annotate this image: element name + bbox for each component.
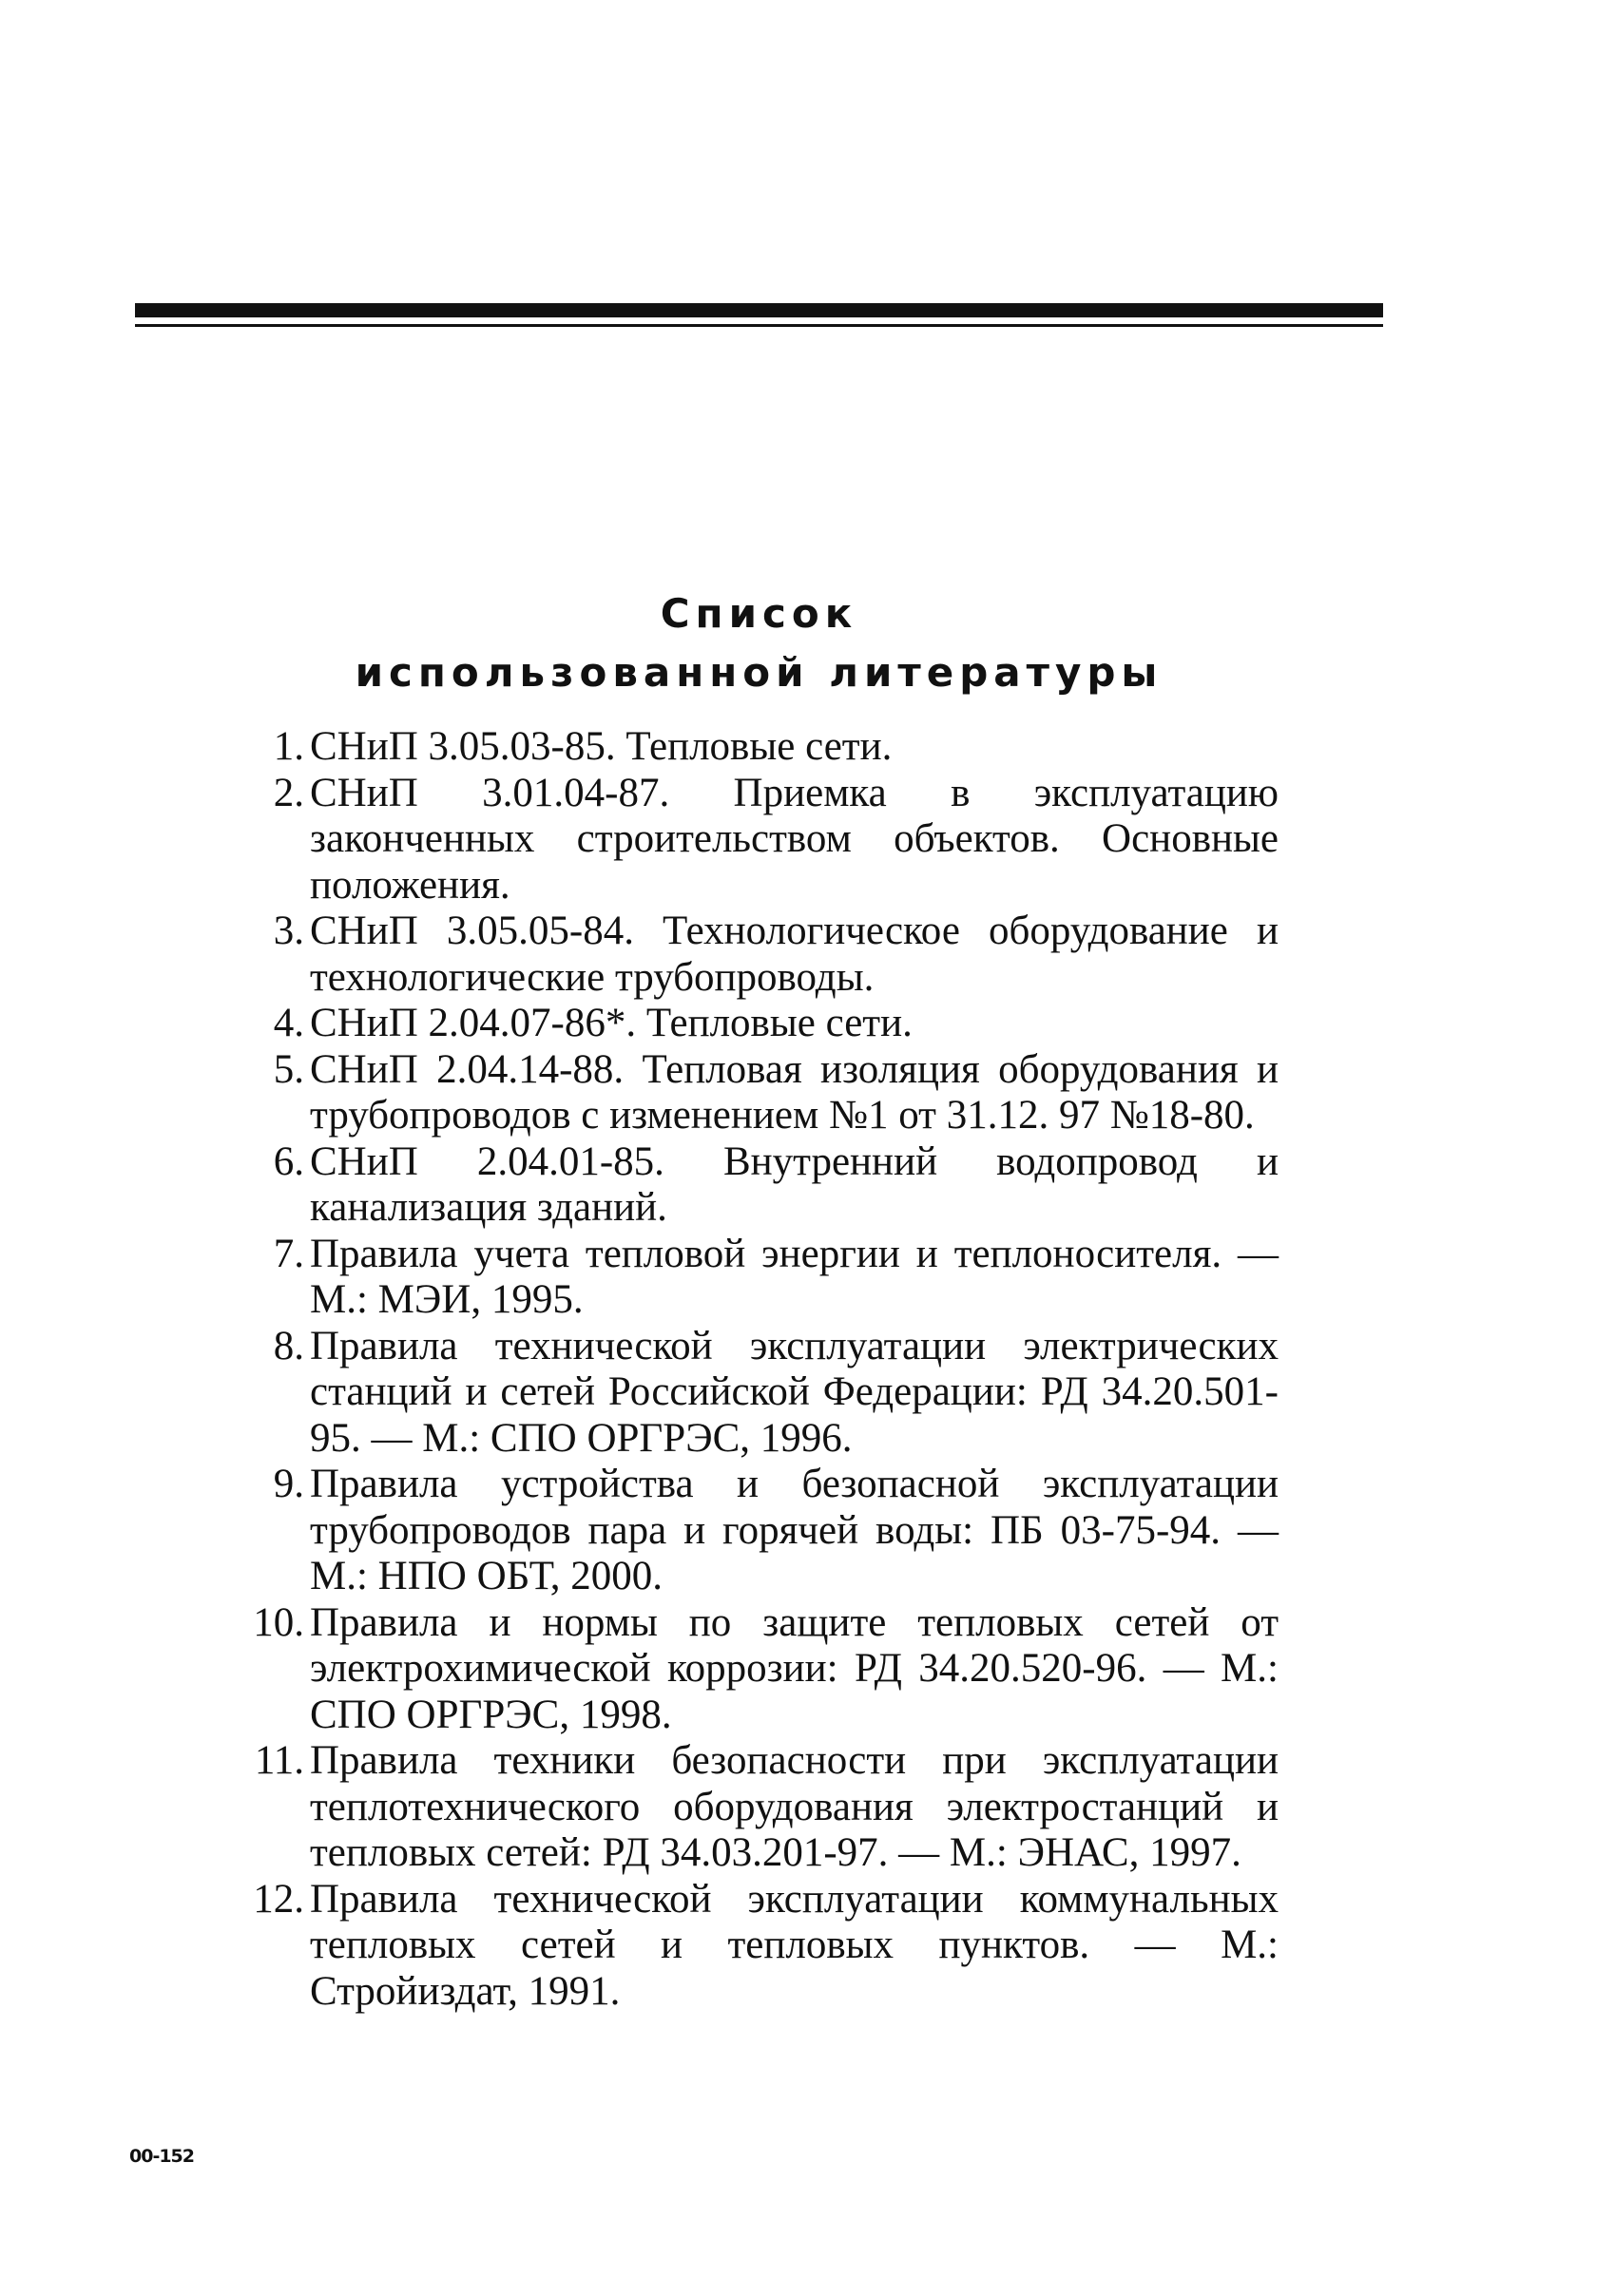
reference-text: СНиП 3.05.03-85. Тепловые сети. xyxy=(310,724,893,769)
reference-text: СНиП 2.04.01-85. Внутренний водопровод и канализация зданий. xyxy=(310,1138,1279,1230)
document-code: 00-152 xyxy=(129,2146,194,2167)
reference-number: 7. xyxy=(273,1231,304,1276)
reference-number: 6. xyxy=(273,1138,304,1184)
reference-number: 5. xyxy=(273,1046,304,1092)
reference-item-11 xyxy=(228,1738,1279,1877)
reference-number: 9. xyxy=(273,1462,304,1506)
reference-item-1 xyxy=(228,724,1279,771)
reference-item-6 xyxy=(228,1139,1279,1232)
header-rule-thick xyxy=(135,303,1383,317)
reference-text: СНиП 2.04.07-86*. Тепловые сети. xyxy=(310,1001,913,1045)
reference-number: 3. xyxy=(273,909,304,953)
reference-text: СНиП 2.04.14-88. Тепловая изоляция оборудования и трубопроводов с изменением №1 от 31.12. 97 №18-80. xyxy=(310,1046,1279,1138)
reference-list xyxy=(228,724,1279,2015)
reference-text: СНиП 3.01.04-87. Приемка в эксплуатацию законченных строительством объектов. Основные положения. xyxy=(310,770,1279,908)
reference-number: 12. xyxy=(253,1876,304,1922)
reference-item-3 xyxy=(228,909,1279,1001)
reference-number: 11. xyxy=(254,1738,304,1783)
reference-item-10 xyxy=(228,1600,1279,1739)
reference-number: 1. xyxy=(273,724,304,769)
section-title-line-1: Список xyxy=(660,590,858,637)
reference-number: 8. xyxy=(273,1323,304,1368)
reference-text: Правила технической эксплуатации электрических станций и сетей Российской Федерации: РД 34.20.501-95. — М.: СПО ОРГРЭС, 1996. xyxy=(310,1323,1279,1461)
reference-item-4 xyxy=(228,1001,1279,1047)
reference-text: Правила устройства и безопасной эксплуатации трубопроводов пара и горячей воды: ПБ 03-75-94. — М.: НПО ОБТ, 2000. xyxy=(310,1462,1279,1598)
header-rule-thin xyxy=(135,324,1383,327)
reference-number: 4. xyxy=(273,1001,304,1045)
reference-item-12 xyxy=(228,1877,1279,2016)
reference-number: 10. xyxy=(253,1599,304,1645)
reference-text: Правила и нормы по защите тепловых сетей от электрохимической коррозии: РД 34.20.520-96. — М.: СПО ОРГРЭС, 1998. xyxy=(310,1599,1279,1737)
reference-item-7 xyxy=(228,1232,1279,1324)
reference-item-9 xyxy=(228,1462,1279,1600)
reference-item-5 xyxy=(228,1047,1279,1139)
reference-text: Правила технической эксплуатации коммунальных тепловых сетей и тепловых пунктов. — М.: Стройиздат, 1991. xyxy=(310,1876,1279,2014)
reference-number: 2. xyxy=(273,770,304,815)
reference-item-8 xyxy=(228,1324,1279,1463)
reference-item-2 xyxy=(228,771,1279,909)
reference-text: СНиП 3.05.05-84. Технологическое оборудование и технологические трубопроводы. xyxy=(310,909,1279,1000)
section-title-line-2: использованной литературы xyxy=(355,649,1164,696)
reference-text: Правила учета тепловой энергии и теплоносителя. — М.: МЭИ, 1995. xyxy=(310,1231,1279,1322)
reference-text: Правила техники безопасности при эксплуатации теплотехнического оборудования электростанций и тепловых сетей: РД 34.03.201-97. — М.: ЭНАС, 1997. xyxy=(310,1738,1279,1875)
